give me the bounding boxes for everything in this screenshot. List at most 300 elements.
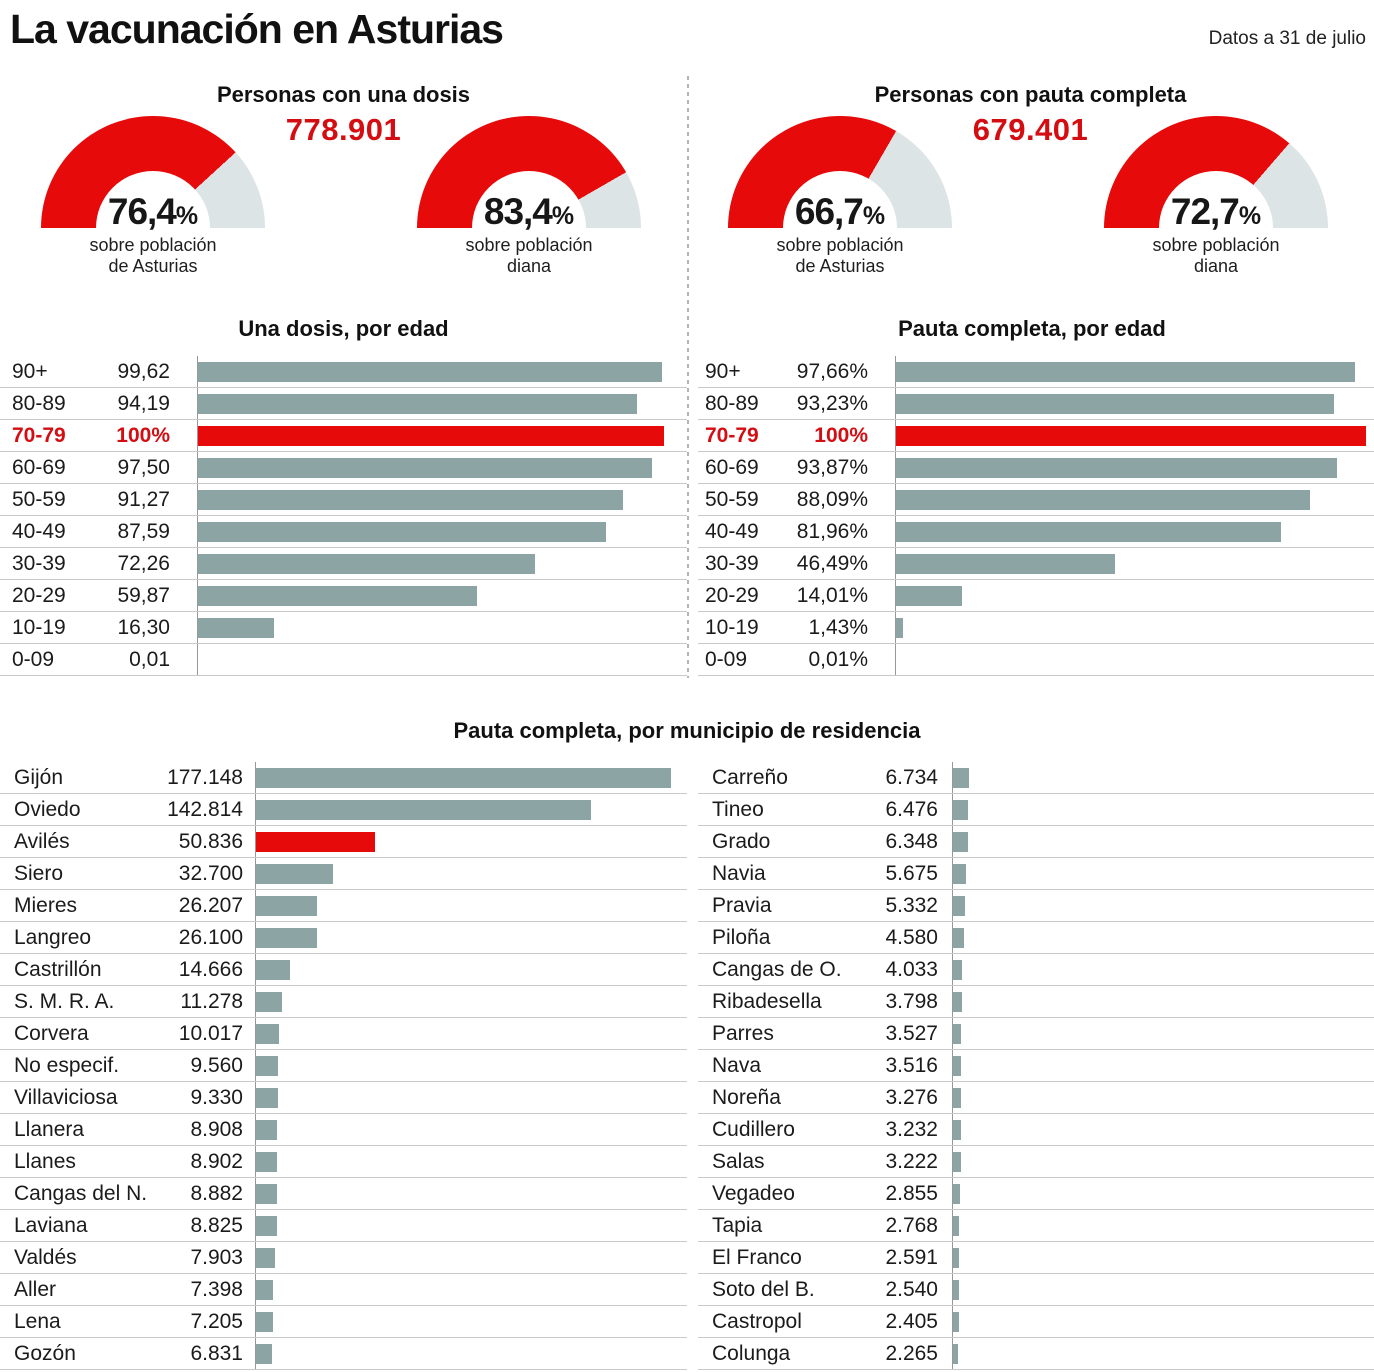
row-value: 2.768 — [885, 1213, 938, 1237]
chart-row — [698, 1338, 1374, 1370]
row-value: 3.798 — [885, 989, 938, 1013]
row-bar-track — [952, 1050, 1374, 1081]
muni-rows-right — [690, 762, 1374, 1370]
row-bar-track — [895, 612, 1374, 643]
row-label: Siero — [14, 861, 64, 885]
chart-row — [0, 1082, 687, 1114]
row-bar-track — [197, 644, 687, 675]
muni-rows-left — [0, 762, 687, 1370]
chart-row — [698, 644, 1374, 676]
row-label: Piloña — [712, 925, 771, 949]
total-count: 679.401 — [972, 112, 1089, 147]
row-bar — [896, 522, 1281, 542]
row-value: 3.516 — [885, 1053, 938, 1077]
row-label: Mieres — [14, 893, 78, 917]
row-bar — [198, 522, 606, 542]
row-bar-track — [197, 420, 687, 451]
gauge-arc — [41, 116, 265, 232]
row-bar — [256, 1312, 273, 1332]
row-label: 60-69 — [12, 455, 66, 479]
row-bar-track — [952, 826, 1374, 857]
chart-row — [0, 826, 687, 858]
row-value: 3.232 — [885, 1117, 938, 1141]
row-label: Nava — [712, 1053, 762, 1077]
row-bar-track — [952, 1082, 1374, 1113]
row-value: 8.882 — [190, 1181, 243, 1205]
gauge-una-dosis-asturias — [41, 116, 265, 277]
row-bar-track — [895, 644, 1374, 675]
row-bar-track — [952, 1338, 1374, 1369]
row-label: Corvera — [14, 1021, 89, 1045]
chart-row — [698, 794, 1374, 826]
chart-row — [0, 548, 687, 580]
row-value: 93,87% — [796, 455, 868, 479]
gauge-caption — [1104, 235, 1328, 277]
row-value: 8.908 — [190, 1117, 243, 1141]
chart-title: Pauta completa, por edad — [898, 316, 1166, 341]
row-value: 97,66% — [796, 359, 868, 383]
row-bar — [896, 586, 962, 606]
row-bar-track — [255, 1178, 687, 1209]
row-value: 7.398 — [190, 1277, 243, 1301]
row-bar — [953, 960, 962, 980]
total-count: 778.901 — [285, 112, 402, 147]
chart-row — [698, 484, 1374, 516]
row-bar — [256, 1216, 277, 1236]
row-label: No especif. — [14, 1053, 120, 1077]
municipality-chart-title: Pauta completa, por municipio de residencia — [453, 718, 921, 743]
chart-row — [698, 420, 1374, 452]
row-bar — [953, 1280, 959, 1300]
row-label: Noreña — [712, 1085, 781, 1109]
row-bar-track — [952, 1306, 1374, 1337]
row-value: 7.205 — [190, 1309, 243, 1333]
row-bar-track — [952, 1242, 1374, 1273]
row-value: 2.855 — [885, 1181, 938, 1205]
row-value: 6.734 — [885, 765, 938, 789]
row-bar-track — [255, 1306, 687, 1337]
row-bar-track — [895, 452, 1374, 483]
row-bar — [896, 554, 1115, 574]
row-label: Pravia — [712, 893, 772, 917]
row-bar — [256, 1088, 278, 1108]
row-bar-track — [255, 1338, 687, 1369]
row-value: 14,01% — [796, 583, 868, 607]
row-bar — [256, 1056, 278, 1076]
row-bar — [896, 394, 1334, 414]
panel-title: Personas con una dosis — [216, 82, 471, 107]
row-bar-track — [255, 954, 687, 985]
row-bar — [256, 1120, 277, 1140]
panel-title: Personas con pauta completa — [874, 82, 1187, 107]
row-bar-track — [952, 954, 1374, 985]
row-bar-track — [952, 794, 1374, 825]
chart-row — [698, 1082, 1374, 1114]
gauge-arc — [1104, 116, 1328, 232]
row-value: 9.560 — [190, 1053, 243, 1077]
row-bar — [198, 362, 662, 382]
chart-row — [0, 890, 687, 922]
chart-row — [698, 1210, 1374, 1242]
row-label: Oviedo — [14, 797, 81, 821]
chart-row — [698, 1050, 1374, 1082]
row-bar — [896, 458, 1337, 478]
chart-row — [698, 762, 1374, 794]
row-label: Colunga — [712, 1341, 791, 1365]
chart-row — [0, 452, 687, 484]
row-value: 26.207 — [178, 893, 243, 917]
row-bar — [198, 586, 477, 606]
chart-row — [698, 1114, 1374, 1146]
row-value: 5.675 — [885, 861, 938, 885]
row-value: 2.265 — [885, 1341, 938, 1365]
row-bar-track — [255, 1274, 687, 1305]
chart-row — [698, 1178, 1374, 1210]
row-bar-track — [895, 356, 1374, 387]
row-bar — [953, 1248, 959, 1268]
row-bar — [198, 458, 652, 478]
row-value: 26.100 — [178, 925, 243, 949]
row-value: 2.540 — [885, 1277, 938, 1301]
date-note: Datos a 31 de julio — [1208, 28, 1366, 49]
row-bar-track — [197, 612, 687, 643]
row-label: Castrillón — [14, 957, 102, 981]
row-label: Lena — [14, 1309, 61, 1333]
row-bar — [256, 928, 317, 948]
row-value: 87,59 — [117, 519, 170, 543]
chart-row — [698, 858, 1374, 890]
row-value: 177.148 — [167, 765, 243, 789]
gauge-pauta-asturias — [728, 116, 952, 277]
row-bar — [953, 896, 965, 916]
row-label: Vegadeo — [712, 1181, 795, 1205]
panel-una-dosis — [0, 70, 687, 320]
row-label: Avilés — [14, 829, 70, 853]
row-bar — [256, 896, 317, 916]
row-value: 3.276 — [885, 1085, 938, 1109]
row-value: 91,27 — [117, 487, 170, 511]
row-bar — [953, 864, 966, 884]
row-value: 6.831 — [190, 1341, 243, 1365]
gauge-caption-line2: diana — [506, 256, 552, 276]
gauge-caption — [728, 235, 952, 277]
row-value: 3.222 — [885, 1149, 938, 1173]
row-bar — [256, 1184, 277, 1204]
row-bar — [198, 394, 637, 414]
row-label: 80-89 — [12, 391, 66, 415]
row-label: Carreño — [712, 765, 788, 789]
chart-row — [0, 388, 687, 420]
gauge-percent: 83,4% — [483, 191, 575, 232]
chart-row — [698, 986, 1374, 1018]
row-value: 99,62 — [117, 359, 170, 383]
chart-row — [0, 356, 687, 388]
row-bar-track — [952, 890, 1374, 921]
row-bar — [198, 618, 274, 638]
chart-row — [0, 1050, 687, 1082]
row-label: 80-89 — [705, 391, 759, 415]
row-value: 3.527 — [885, 1021, 938, 1045]
row-bar — [953, 768, 969, 788]
row-value: 11.278 — [180, 989, 243, 1013]
row-label: Ribadesella — [712, 989, 822, 1013]
gauge-arc — [728, 116, 952, 232]
row-bar — [256, 768, 671, 788]
row-bar-track — [255, 1018, 687, 1049]
row-bar — [896, 618, 903, 638]
row-label: Llanera — [14, 1117, 85, 1141]
row-value: 6.348 — [885, 829, 938, 853]
chart-row — [698, 612, 1374, 644]
row-bar — [896, 490, 1310, 510]
row-bar — [953, 1216, 959, 1236]
row-label: Villaviciosa — [14, 1085, 118, 1109]
chart-row — [698, 890, 1374, 922]
row-label: 0-09 — [12, 647, 55, 671]
row-value: 8.825 — [190, 1213, 243, 1237]
row-bar — [953, 1184, 960, 1204]
row-bar — [256, 832, 375, 852]
chart-row — [0, 1338, 687, 1370]
gauge-caption-line1: sobre población — [465, 235, 593, 255]
row-value: 10.017 — [178, 1021, 243, 1045]
gauge-caption — [41, 235, 265, 277]
row-bar-track — [197, 388, 687, 419]
age-rows-right — [690, 356, 1374, 676]
gauge-caption-line2: de Asturias — [795, 256, 885, 276]
chart-row — [0, 612, 687, 644]
row-value: 46,49% — [796, 551, 868, 575]
row-bar-track — [255, 826, 687, 857]
row-bar-track — [895, 420, 1374, 451]
chart-row — [0, 580, 687, 612]
row-label: Parres — [712, 1021, 774, 1045]
row-bar — [953, 1120, 961, 1140]
row-bar-track — [255, 1242, 687, 1273]
chart-row — [0, 1306, 687, 1338]
row-value: 14.666 — [178, 957, 243, 981]
row-bar — [256, 800, 591, 820]
row-label: 90+ — [12, 359, 48, 383]
row-label: 20-29 — [705, 583, 759, 607]
chart-row — [0, 1178, 687, 1210]
gauge-caption-line1: sobre población — [89, 235, 217, 255]
row-bar-track — [952, 1018, 1374, 1049]
row-bar-track — [255, 1210, 687, 1241]
row-bar — [953, 1152, 961, 1172]
row-label: Grado — [712, 829, 771, 853]
chart-row — [0, 762, 687, 794]
chart-row — [698, 1242, 1374, 1274]
row-label: 20-29 — [12, 583, 66, 607]
gauge-percent: 72,7% — [1170, 191, 1262, 232]
page-title: La vacunación en Asturias — [10, 6, 503, 52]
row-bar — [256, 864, 333, 884]
row-label: Navia — [712, 861, 766, 885]
row-value: 0,01% — [808, 647, 868, 671]
row-bar-track — [952, 762, 1374, 793]
row-bar-track — [255, 762, 687, 793]
gauge-arc — [417, 116, 641, 232]
gauge-caption-line1: sobre población — [1152, 235, 1280, 255]
gauge-caption — [417, 235, 641, 277]
row-bar — [953, 992, 962, 1012]
gauge-caption-line1: sobre población — [776, 235, 904, 255]
row-value: 2.405 — [885, 1309, 938, 1333]
row-value: 100% — [814, 423, 868, 447]
chart-row — [698, 516, 1374, 548]
row-label: Valdés — [14, 1245, 77, 1269]
row-value: 32.700 — [178, 861, 243, 885]
row-label: 0-09 — [705, 647, 748, 671]
row-bar-track — [952, 1114, 1374, 1145]
row-bar — [256, 960, 290, 980]
gauge-una-dosis-diana — [417, 116, 641, 277]
chart-row — [698, 452, 1374, 484]
row-value: 4.033 — [885, 957, 938, 981]
row-value: 6.476 — [885, 797, 938, 821]
panel-pauta-completa — [687, 70, 1374, 320]
row-value: 72,26 — [117, 551, 170, 575]
row-label: 40-49 — [705, 519, 759, 543]
row-bar-track — [952, 1274, 1374, 1305]
row-value: 1,43% — [808, 615, 868, 639]
row-label: 30-39 — [12, 551, 66, 575]
row-label: 70-79 — [12, 423, 66, 447]
row-value: 94,19 — [117, 391, 170, 415]
chart-row — [0, 1274, 687, 1306]
row-label: Gozón — [14, 1341, 76, 1365]
row-bar — [256, 992, 282, 1012]
row-value: 81,96% — [796, 519, 868, 543]
chart-row — [698, 388, 1374, 420]
gauge-pauta-diana — [1104, 116, 1328, 277]
chart-row — [698, 922, 1374, 954]
row-bar-track — [895, 484, 1374, 515]
gauge-percent: 66,7% — [794, 191, 886, 232]
row-label: Aller — [14, 1277, 57, 1301]
chart-row — [698, 826, 1374, 858]
row-bar — [198, 490, 623, 510]
row-label: 50-59 — [12, 487, 66, 511]
chart-row — [698, 356, 1374, 388]
chart-row — [698, 580, 1374, 612]
row-bar — [896, 426, 1366, 446]
row-label: 10-19 — [705, 615, 759, 639]
row-label: Soto del B. — [712, 1277, 815, 1301]
row-bar — [953, 1056, 961, 1076]
row-value: 93,23% — [796, 391, 868, 415]
row-bar-track — [197, 580, 687, 611]
row-bar-track — [952, 986, 1374, 1017]
row-bar-track — [255, 922, 687, 953]
chart-row — [698, 548, 1374, 580]
row-label: 70-79 — [705, 423, 759, 447]
row-value: 88,09% — [796, 487, 868, 511]
row-bar-track — [197, 452, 687, 483]
row-value: 9.330 — [190, 1085, 243, 1109]
row-bar-track — [895, 548, 1374, 579]
row-bar-track — [895, 580, 1374, 611]
row-value: 16,30 — [117, 615, 170, 639]
chart-row — [698, 1146, 1374, 1178]
row-bar-track — [197, 356, 687, 387]
age-rows-left — [0, 356, 687, 676]
row-bar — [953, 832, 968, 852]
row-bar — [256, 1152, 277, 1172]
row-label: Castropol — [712, 1309, 802, 1333]
chart-row — [0, 1210, 687, 1242]
chart-row — [0, 954, 687, 986]
chart-row — [0, 1018, 687, 1050]
chart-row — [0, 420, 687, 452]
row-value: 8.902 — [190, 1149, 243, 1173]
row-label: El Franco — [712, 1245, 802, 1269]
row-label: Langreo — [14, 925, 92, 949]
row-bar — [953, 928, 964, 948]
row-bar — [256, 1280, 273, 1300]
row-bar — [256, 1248, 275, 1268]
chart-row — [0, 484, 687, 516]
row-label: Laviana — [14, 1213, 88, 1237]
chart-row — [698, 1018, 1374, 1050]
row-bar-track — [255, 890, 687, 921]
gauge-caption-line2: de Asturias — [108, 256, 198, 276]
chart-row — [0, 644, 687, 676]
row-value: 59,87 — [117, 583, 170, 607]
row-label: Gijón — [14, 765, 64, 789]
row-bar-track — [255, 794, 687, 825]
row-bar-track — [952, 1178, 1374, 1209]
row-bar-track — [197, 548, 687, 579]
row-value: 97,50 — [117, 455, 170, 479]
row-bar — [953, 800, 968, 820]
row-bar-track — [255, 1050, 687, 1081]
row-bar-track — [255, 1146, 687, 1177]
row-bar-track — [255, 858, 687, 889]
row-value: 142.814 — [167, 797, 243, 821]
row-bar — [953, 1344, 958, 1364]
chart-row — [0, 794, 687, 826]
row-bar — [896, 362, 1355, 382]
row-bar — [256, 1024, 279, 1044]
row-label: Cangas del N. — [14, 1181, 148, 1205]
chart-row — [0, 922, 687, 954]
row-label: Llanes — [14, 1149, 76, 1173]
row-bar-track — [255, 1114, 687, 1145]
chart-row — [0, 1146, 687, 1178]
row-bar-track — [895, 388, 1374, 419]
chart-row — [0, 516, 687, 548]
row-bar-track — [197, 516, 687, 547]
chart-title: Una dosis, por edad — [238, 316, 449, 341]
chart-row — [698, 954, 1374, 986]
row-bar-track — [255, 986, 687, 1017]
row-value: 0,01 — [129, 647, 170, 671]
row-bar-track — [952, 858, 1374, 889]
row-bar-track — [895, 516, 1374, 547]
chart-row — [698, 1274, 1374, 1306]
row-bar — [953, 1088, 961, 1108]
row-value: 5.332 — [885, 893, 938, 917]
row-label: Cudillero — [712, 1117, 795, 1141]
row-bar-track — [255, 1082, 687, 1113]
row-label: 10-19 — [12, 615, 66, 639]
row-bar-track — [952, 1210, 1374, 1241]
row-label: 30-39 — [705, 551, 759, 575]
row-bar — [198, 554, 535, 574]
row-value: 7.903 — [190, 1245, 243, 1269]
